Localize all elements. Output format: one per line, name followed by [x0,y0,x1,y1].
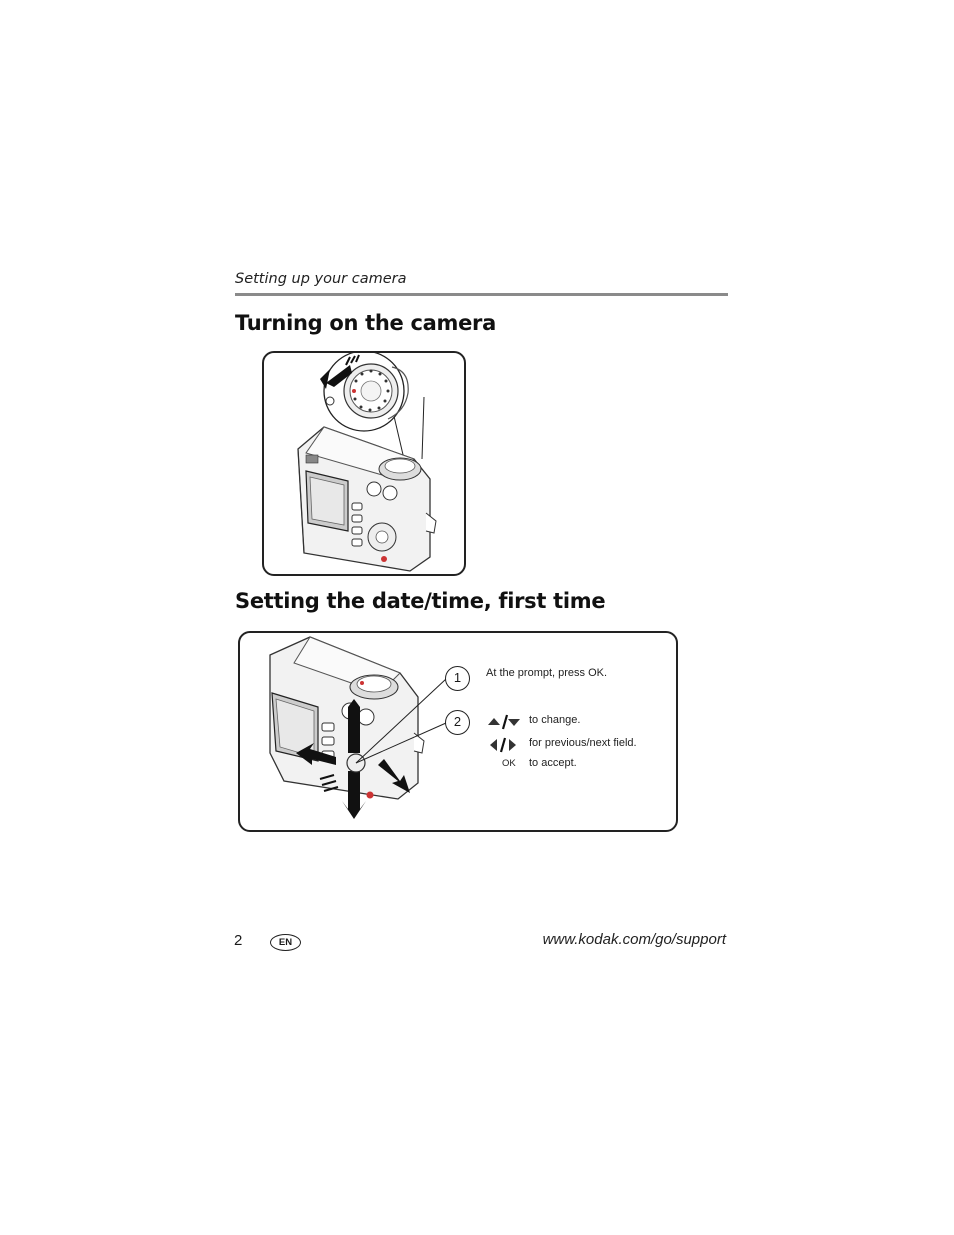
language-badge: EN [270,934,301,951]
step-1-text: At the prompt, press OK. [486,667,608,679]
ok-button-label: OK [502,758,516,769]
step-1-number: 1 [445,666,470,691]
figure-setting-date-time [238,631,678,832]
camera-mode-dial-illustration [264,353,464,574]
page-number: 2 [234,932,243,949]
support-url[interactable]: www.kodak.com/go/support [542,931,726,948]
up-down-arrows-icon [486,713,522,731]
step-2-number: 2 [445,710,470,735]
running-head: Setting up your camera [235,271,407,287]
step-2-field-text: for previous/next field. [529,737,637,749]
step-2-accept-text: to accept. [529,757,577,769]
left-right-arrows-icon [488,736,520,754]
section-title-turning-on: Turning on the camera [235,311,496,335]
section-title-date-time: Setting the date/time, first time [235,589,606,613]
header-rule [235,293,728,296]
figure-turning-on-camera [262,351,466,576]
step-2-change-text: to change. [529,714,581,726]
